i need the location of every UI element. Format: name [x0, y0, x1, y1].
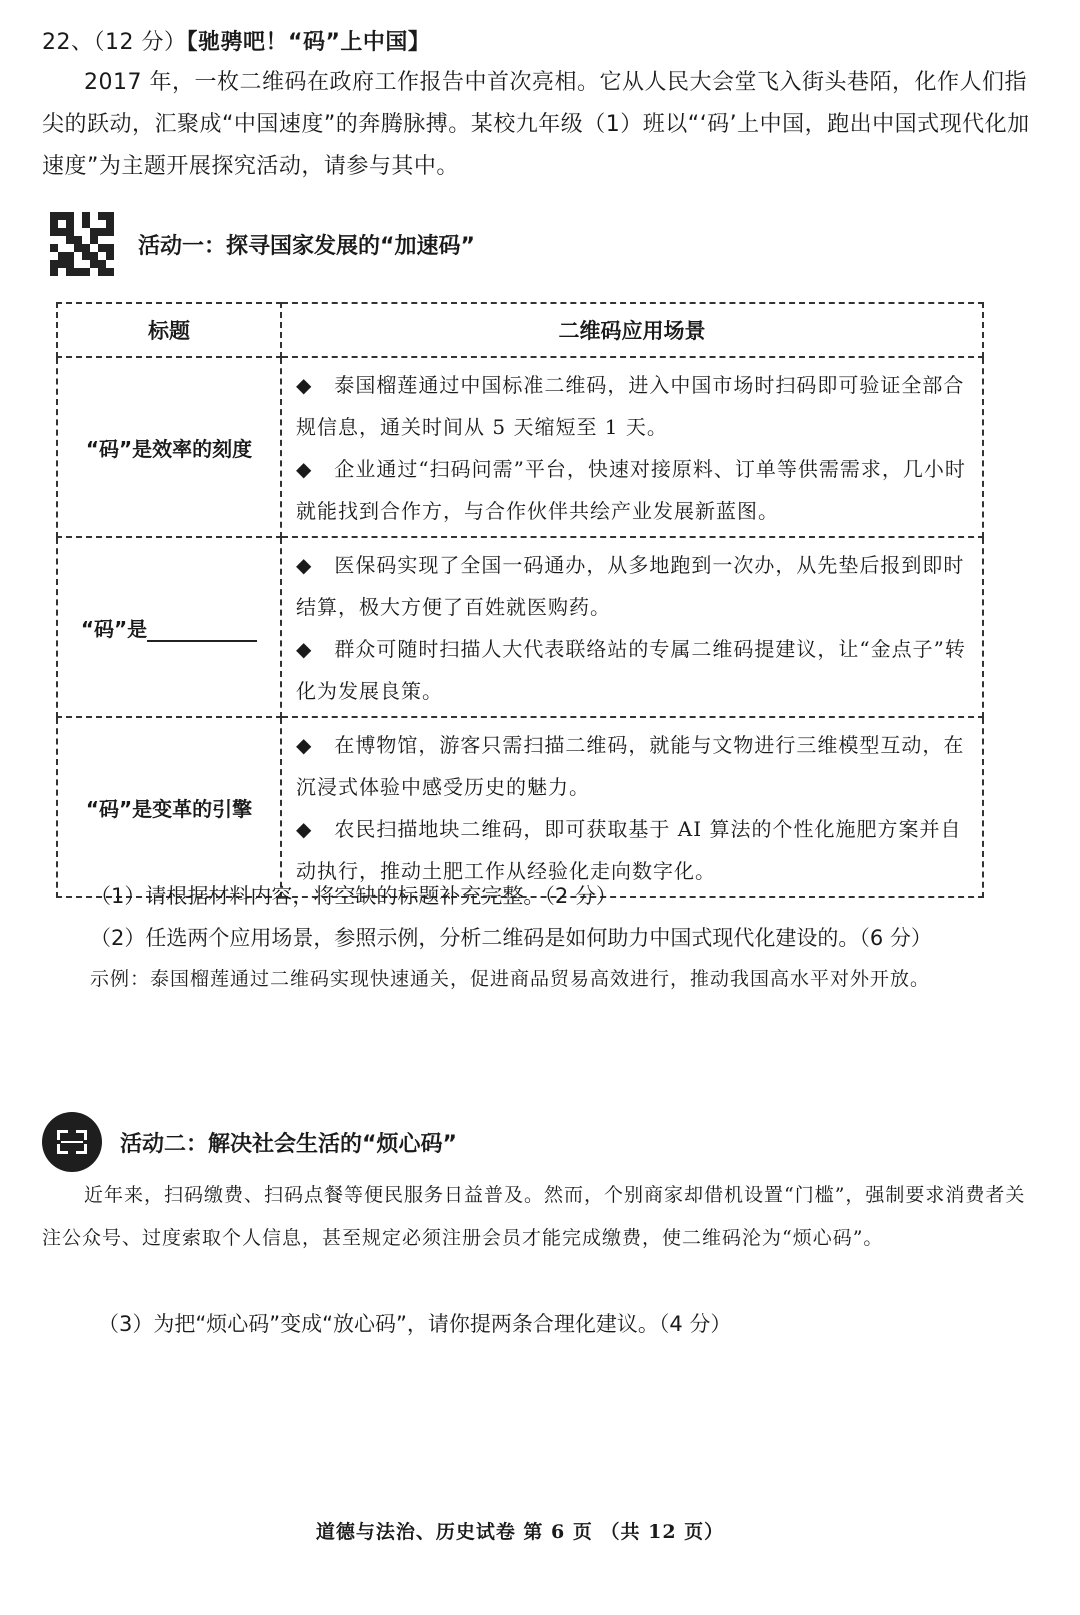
- question-title: 【驰骋吧！“码”上中国】: [186, 30, 431, 55]
- table-header-row: [57, 303, 983, 357]
- bullet-icon: ◆: [296, 457, 313, 481]
- bullet-icon: ◆: [296, 373, 313, 397]
- activity1-title: 活动一：探寻国家发展的“加速码”: [138, 233, 475, 259]
- row-scenarios: [281, 537, 983, 717]
- question-3: （3）为把“烦心码”变成“放心码”，请你提两条合理化建议。（4 分）: [98, 1312, 732, 1336]
- scenario-table: [56, 302, 984, 898]
- activity1-header: [50, 212, 475, 276]
- list-item: ◆ 医保码实现了全国一码通办，从多地跑到一次办，从先垫后报到即时结算，极大方便了百姓就医购药。: [296, 553, 965, 619]
- row-scenarios: [281, 357, 983, 537]
- table-row: [57, 357, 983, 537]
- table-header-title: 标题: [57, 303, 281, 357]
- qr-code-icon: [50, 212, 114, 276]
- question-1: （1）请根据材料内容，将空缺的标题补充完整。（2 分）: [90, 884, 617, 908]
- row-title: “码”是效率的刻度: [57, 357, 281, 537]
- question-number: 22、: [42, 30, 94, 55]
- list-item: ◆ 农民扫描地块二维码，即可获取基于 AI 算法的个性化施肥方案并自动执行，推动土肥工作从经验化走向数字化。: [296, 817, 962, 883]
- question-2: （2）任选两个应用场景，参照示例，分析二维码是如何助力中国式现代化建设的。（6 分）: [90, 926, 932, 950]
- row-title-blank: “码”是: [57, 537, 281, 717]
- list-item: ◆ 群众可随时扫描人大代表联络站的专属二维码提建议，让“金点子”转化为发展良策。: [296, 637, 966, 703]
- question-intro: 2017 年，一枚二维码在政府工作报告中首次亮相。它从人民大会堂飞入街头巷陌，化作人们指尖的跃动，汇聚成“中国速度”的奔腾脉搏。某校九年级（1）班以“‘码’上中国，跑出中国式现代化加速度”为主题开展探究活动，请参与其中。: [42, 70, 1030, 179]
- scan-icon: [42, 1112, 102, 1172]
- bullet-icon: ◆: [296, 553, 313, 577]
- row-title: “码”是变革的引擎: [57, 717, 281, 897]
- question-heading: [42, 22, 430, 64]
- row-scenarios: [281, 717, 983, 897]
- list-item: ◆ 在博物馆，游客只需扫描二维码，就能与文物进行三维模型互动，在沉浸式体验中感受历史的魅力。: [296, 733, 965, 799]
- activity2-title: 活动二：解决社会生活的“烦心码”: [120, 1131, 457, 1157]
- bullet-icon: ◆: [296, 817, 313, 841]
- list-item: ◆ 泰国榴莲通过中国标准二维码，进入中国市场时扫码即可验证全部合规信息，通关时间从 5 天缩短至 1 天。: [296, 373, 965, 439]
- bullet-icon: ◆: [296, 733, 313, 757]
- bullet-icon: ◆: [296, 637, 313, 661]
- list-item: ◆ 企业通过“扫码问需”平台，快速对接原料、订单等供需需求，几小时就能找到合作方，与合作伙伴共绘产业发展新蓝图。: [296, 457, 966, 523]
- table-header-scenario: 二维码应用场景: [281, 303, 983, 357]
- question-score: （12 分）: [93, 30, 187, 55]
- answer-blank[interactable]: [147, 620, 257, 642]
- page-footer: 道德与法治、历史试卷 第 6 页 （共 12 页）: [315, 1521, 725, 1543]
- activity2-header: [42, 1112, 457, 1172]
- activity2-paragraph: 近年来，扫码缴费、扫码点餐等便民服务日益普及。然而，个别商家却借机设置“门槛”，强制要求消费者关注公众号、过度索取个人信息，甚至规定必须注册会员才能完成缴费，使二维码沦为“烦心码”。: [42, 1184, 1026, 1249]
- example-text: 示例：泰国榴莲通过二维码实现快速通关，促进商品贸易高效进行，推动我国高水平对外开放。: [90, 968, 931, 990]
- table-row: [57, 717, 983, 897]
- table-row: [57, 537, 983, 717]
